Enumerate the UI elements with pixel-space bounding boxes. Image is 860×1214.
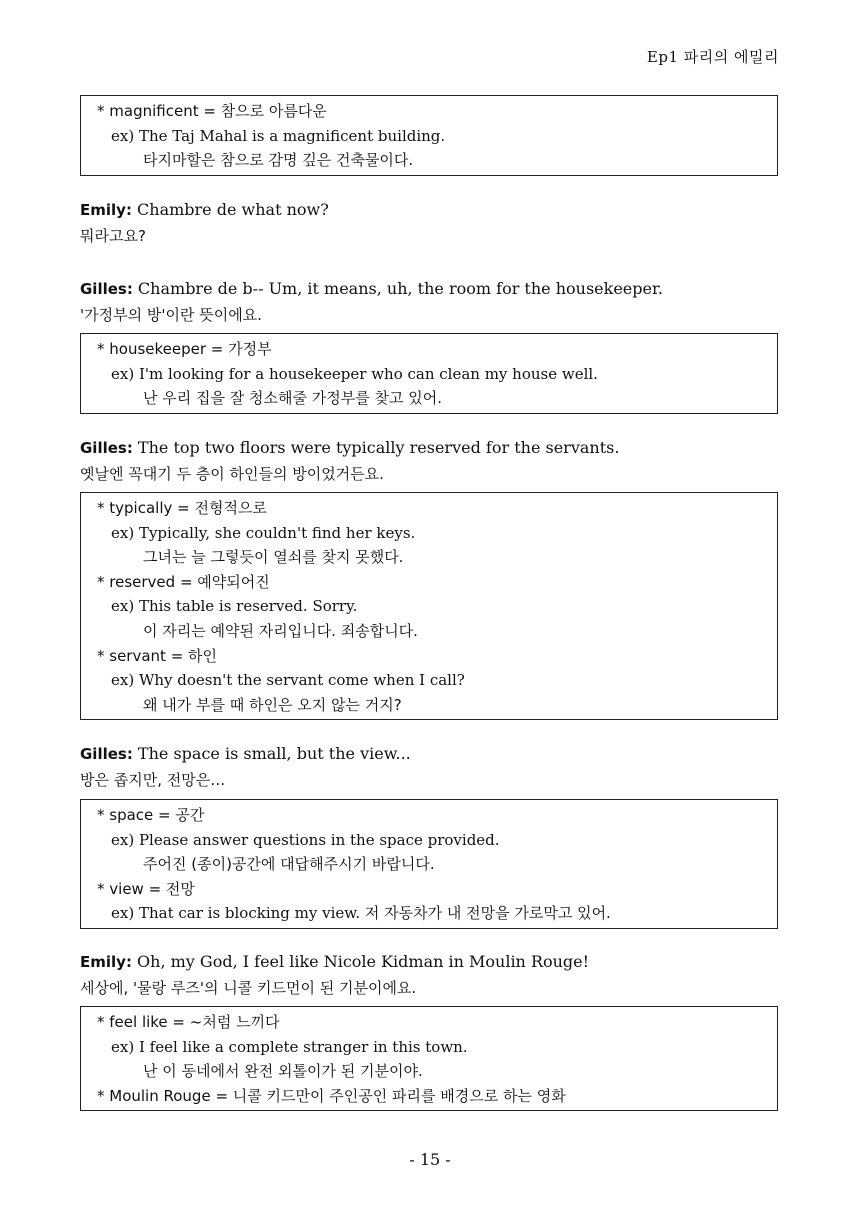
vocab-term: * magnificent = 참으로 아름다운 xyxy=(97,102,327,120)
vocab-term: * Moulin Rouge = 니콜 키드만이 주인공인 파리를 배경으로 하는 영화 xyxy=(97,1086,566,1105)
vocab-box xyxy=(80,799,778,929)
vocab-example: ex) That car is blocking my view. 저 자동차가 내 전망을 가로막고 있어. xyxy=(111,904,611,923)
speaker-name: Gilles: xyxy=(80,439,133,457)
vocab-box xyxy=(80,1006,778,1111)
vocab-term: * space = 공간 xyxy=(97,806,205,824)
dialogue-line xyxy=(80,197,329,249)
dialogue-korean: 방은 좁지만, 전망은… xyxy=(80,771,226,789)
dialogue-english: The top two floors were typically reserved for the servants. xyxy=(132,438,620,457)
dialogue-korean: 세상에, '물랑 루즈'의 니콜 키드먼이 된 기분이에요. xyxy=(80,979,417,997)
vocab-term: * feel like = ~처럼 느끼다 xyxy=(97,1013,280,1031)
vocab-example: ex) Why doesn't the servant come when I call? xyxy=(111,671,465,690)
speaker-name: Emily: xyxy=(80,953,132,971)
vocab-example: ex) I feel like a complete stranger in this town. xyxy=(111,1037,468,1056)
vocab-box xyxy=(80,492,778,720)
dialogue-english: Chambre de what now? xyxy=(131,200,329,219)
vocab-term: * typically = 전형적으로 xyxy=(97,499,267,517)
speaker-name: Gilles: xyxy=(80,280,133,298)
vocab-example: ex) Typically, she couldn't find her keys. xyxy=(111,523,416,542)
page-number: - 15 - xyxy=(409,1150,451,1169)
vocab-translation: 그녀는 늘 그렇듯이 열쇠를 찾지 못했다. xyxy=(143,548,404,567)
page-header: Ep1 파리의 에밀리 xyxy=(646,48,779,66)
dialogue-english: The space is small, but the view... xyxy=(132,744,411,763)
dialogue-korean: 뭐라고요? xyxy=(80,227,146,245)
dialogue-korean: 옛날엔 꼭대기 두 층이 하인들의 방이었거든요. xyxy=(80,465,384,483)
vocab-term: * servant = 하인 xyxy=(97,646,218,665)
vocab-translation: 타지마할은 참으로 감명 깊은 건축물이다. xyxy=(143,151,414,170)
vocab-term: * reserved = 예약되어진 xyxy=(97,572,270,591)
dialogue-english: Chambre de b-- Um, it means, uh, the room for the housekeeper. xyxy=(132,279,663,298)
vocab-translation: 주어진 (종이)공간에 대답해주시기 바랍니다. xyxy=(143,855,435,874)
dialogue-english: Oh, my God, I feel like Nicole Kidman in Moulin Rouge! xyxy=(131,952,590,971)
vocab-example: ex) The Taj Mahal is a magnificent building. xyxy=(111,126,446,145)
dialogue-line xyxy=(80,949,589,1001)
speaker-name: Gilles: xyxy=(80,745,133,763)
dialogue-korean: '가정부의 방'이란 뜻이에요. xyxy=(80,306,262,324)
vocab-example: ex) Please answer questions in the space provided. xyxy=(111,830,500,849)
speaker-name: Emily: xyxy=(80,201,132,219)
vocab-translation: 난 우리 집을 잘 청소해줄 가정부를 찾고 있어. xyxy=(143,389,442,408)
dialogue-line xyxy=(80,276,663,328)
dialogue-line xyxy=(80,435,619,487)
vocab-translation: 왜 내가 부를 때 하인은 오지 않는 거지? xyxy=(143,695,402,714)
vocab-term: * housekeeper = 가정부 xyxy=(97,340,272,358)
vocab-term: * view = 전망 xyxy=(97,879,195,898)
vocab-translation: 이 자리는 예약된 자리입니다. 죄송합니다. xyxy=(143,621,418,640)
vocab-example: ex) This table is reserved. Sorry. xyxy=(111,597,358,616)
dialogue-line xyxy=(80,741,411,793)
vocab-box xyxy=(80,95,778,176)
vocab-example: ex) I'm looking for a housekeeper who can clean my house well. xyxy=(111,364,598,383)
vocab-translation: 난 이 동네에서 완전 외톨이가 된 기분이야. xyxy=(143,1062,423,1081)
vocab-box xyxy=(80,333,778,414)
